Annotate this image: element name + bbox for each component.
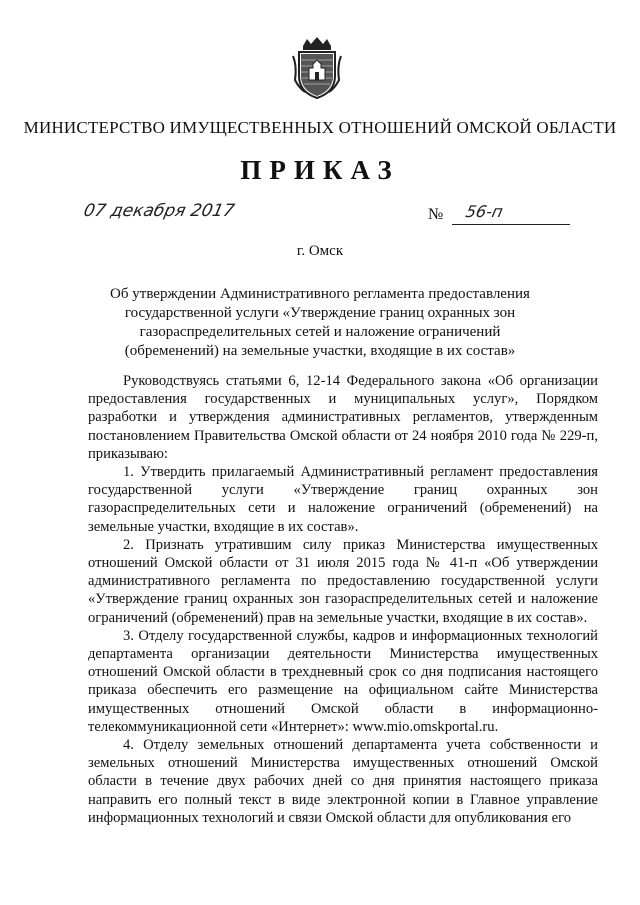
handwritten-date: 07 декабря 2017 [81, 201, 237, 221]
number-underline [452, 224, 570, 225]
ministry-name: МИНИСТЕРСТВО ИМУЩЕСТВЕННЫХ ОТНОШЕНИЙ ОМСКОЙ ОБЛАСТИ [23, 118, 617, 137]
item-paragraph: 3. Отделу государственной службы, кадров и информационных технологий департамента организации деятельности Министерства имущественных отношений Омской области в трехдневный срок со дня подписания настоящего приказа обеспечить его размещение на официальном сайте Министерства имущественных отношений Омской области в информационно-телекоммуникационной сети «Интернет»: www.mio.omskportal.ru. [88, 627, 598, 735]
omsk-oblast-coat-of-arms-icon [291, 36, 343, 100]
order-title: Об утверждении Административного регламента предоставления государственной услуги «Утверждение границ охранных зон газораспределительных сетей и наложение ограничений (обременений) на земельные участки, входящие в их состав» [110, 286, 530, 359]
number-label: № [428, 206, 444, 223]
item-paragraph: 4. Отделу земельных отношений департамента учета собственности и земельных отношений Министерства имущественных отношений Омской области в течение двух рабочих дней со дня принятия настоящего приказа направить его полный текст в виде электронной копии в Главное управление информационных технологий и связи Омской области для опубликования его [88, 737, 598, 826]
document-type: ПРИКАЗ [240, 155, 400, 185]
order-body [88, 372, 598, 827]
intro-paragraph: Руководствуясь статьями 6, 12-14 Федерального закона «Об организации предоставления государственных и муниципальных услуг», Порядком разработки и утверждения административных регламентов, утвержденным постановлением Правительства Омской области от 24 ноября 2010 года № 229-п, приказываю: [88, 373, 598, 462]
item-paragraph: 1. Утвердить прилагаемый Административный регламент предоставления государственной услуги «Утверждение границ охранных зон газораспределительных сети и наложение ограничений (обременений) на земельные участки, входящие в их состав». [88, 464, 598, 535]
item-paragraph: 2. Признать утратившим силу приказ Министерства имущественных отношений Омской области от 31 июля 2015 года № 41-п «Об утверждении административного регламента по предоставлению государственной услуги «Утверждение границ охранных зон газораспределительных сетей и наложение ограничений (обременений) прав на земельные участки, входящие в их состав». [88, 536, 598, 626]
city: г. Омск [296, 243, 344, 259]
handwritten-number: 56-п [463, 202, 505, 221]
